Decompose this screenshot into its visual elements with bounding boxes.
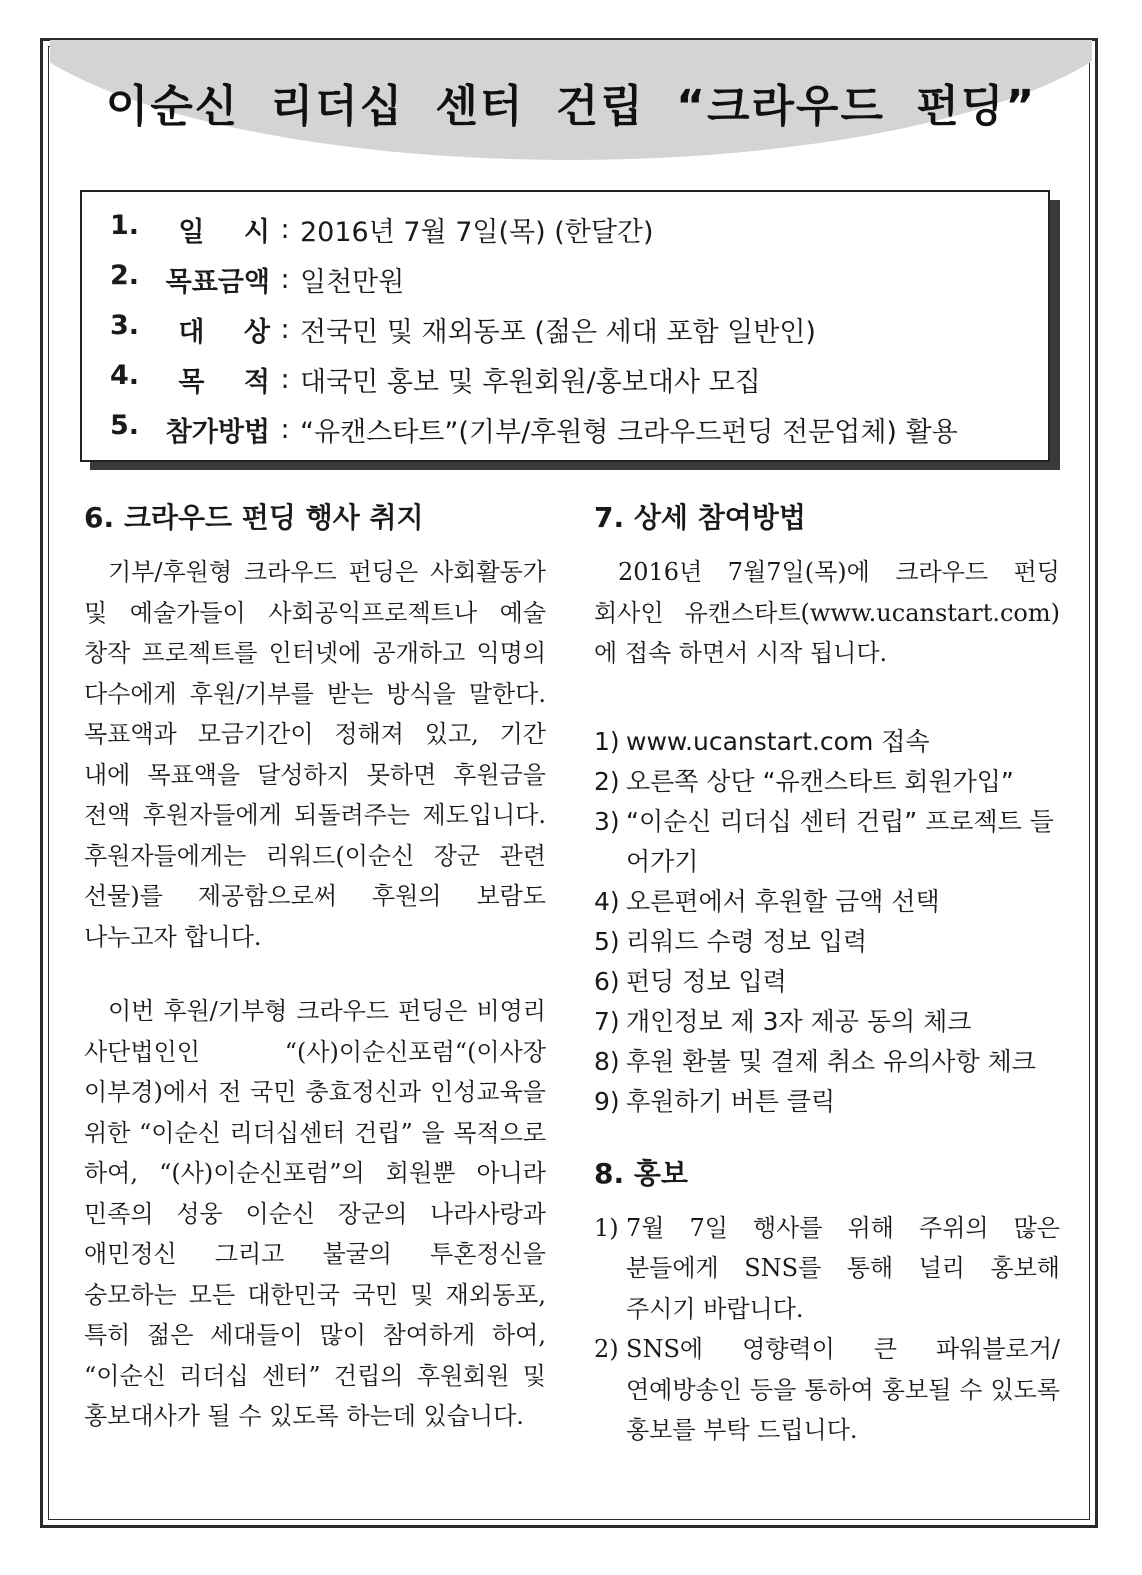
left-column — [84, 496, 546, 1437]
list-item: 2) 오른쪽 상단 “유캔스타트 회원가입” — [594, 766, 1014, 796]
list-item: 9) 후원하기 버튼 클릭 — [594, 1086, 836, 1116]
section-6-paragraph: 기부/후원형 크라우드 펀딩은 사회활동가 및 예술가들이 사회공익프로젝트나 예술 창작 프로젝트를 인터넷에 공개하고 익명의 다수에게 후원/기부를 받는 방식을 말한다. 목표액과 모금기간이 정해져 있고, 기간 내에 목표액을 달성하지 못하면 후원금을 전액 후원자들에게 되돌려주는 제도입니다. 후원자들에게는 리워드(이순신 장군 관련 선물)를 제공함으로써 후원의 보람도 나누고자 합니다. — [84, 558, 546, 951]
info-value: 대국민 홍보 및 후원회원/홍보대사 모집 — [300, 366, 761, 398]
page-title: 이순신 리더십 센터 건립 “크라우드 펀딩” — [105, 81, 1037, 132]
section-8-heading: 8. 홍보 — [594, 1156, 688, 1190]
info-value: 전국민 및 재외동포 (젊은 세대 포함 일반인) — [300, 316, 816, 348]
list-item: 5) 리워드 수령 정보 입력 — [594, 926, 868, 956]
info-value: 2016년 7월 7일(목) (한달간) — [300, 216, 654, 248]
info-value: “유캔스타트”(기부/후원형 크라우드펀딩 전문업체) 활용 — [300, 416, 958, 448]
list-item: 3) “이순신 리더십 센터 건립” 프로젝트 들어가기 — [594, 806, 1054, 876]
section-7-intro: 2016년 7월7일(목)에 크라우드 펀딩 회사인 유캔스타트(www.ucanstart.com)에 접속 하면서 시작 됩니다. — [594, 558, 1060, 667]
participation-steps — [594, 722, 1060, 1122]
info-row-target: 3. 대 상 : 전국민 및 재외동포 (젊은 세대 포함 일반인) — [110, 309, 816, 348]
info-label: 4. 목 적 — [110, 359, 270, 398]
list-item: 4) 오른편에서 후원할 금액 선택 — [594, 886, 940, 916]
info-value: 일천만원 — [300, 266, 405, 298]
section-6-paragraph: 이번 후원/기부형 크라우드 펀딩은 비영리 사단법인인 “(사)이순신포럼“(이사장 이부경)에서 전 국민 충효정신과 인성교육을 위한 “이순신 리더십센터 건립” 을 목적으로 하여, “(사)이순신포럼”의 회원뿐 아니라 민족의 성웅 이순신 장군의 나라사랑과 애민정신 그리고 불굴의 투혼정신을 숭모하는 모든 대한민국 국민 및 재외동포, 특히 젊은 세대들이 많이 참여하게 하여, “이순신 리더십 센터” 건립의 후원회원 및 홍보대사가 될 수 있도록 하는데 있습니다. — [84, 997, 546, 1430]
list-item: 2) SNS에 영향력이 큰 파워블로거/연예방송인 등을 통하여 홍보될 수 있도록 홍보를 부탁 드립니다. — [594, 1335, 1060, 1444]
info-label: 5. 참가방법 — [110, 409, 270, 448]
info-row-date: 1. 일 시 : 2016년 7월 7일(목) (한달간) — [110, 209, 654, 248]
info-label: 3. 대 상 — [110, 309, 270, 348]
list-item: 1) www.ucanstart.com 접속 — [594, 726, 930, 756]
list-item: 7) 개인정보 제 3자 제공 동의 체크 — [594, 1006, 972, 1036]
info-label: 2. 목표금액 — [110, 259, 270, 298]
event-info-box — [80, 190, 1050, 462]
section-6-heading: 6. 크라우드 펀딩 행사 취지 — [84, 501, 424, 534]
list-item: 6) 펀딩 정보 입력 — [594, 966, 787, 996]
right-column — [594, 496, 1060, 1451]
info-row-method: 5. 참가방법 : “유캔스타트”(기부/후원형 크라우드펀딩 전문업체) 활용 — [110, 409, 958, 448]
info-row-goal: 2. 목표금액 : 일천만원 — [110, 259, 405, 298]
list-item: 1) 7월 7일 행사를 위해 주위의 많은 분들에게 SNS를 통해 널리 홍보해 주시기 바랍니다. — [594, 1213, 1060, 1323]
list-item: 8) 후원 환불 및 결제 취소 유의사항 체크 — [594, 1046, 1036, 1076]
info-row-purpose: 4. 목 적 : 대국민 홍보 및 후원회원/홍보대사 모집 — [110, 359, 761, 398]
section-7-heading: 7. 상세 참여방법 — [594, 501, 806, 534]
info-label: 1. 일 시 — [110, 209, 270, 248]
